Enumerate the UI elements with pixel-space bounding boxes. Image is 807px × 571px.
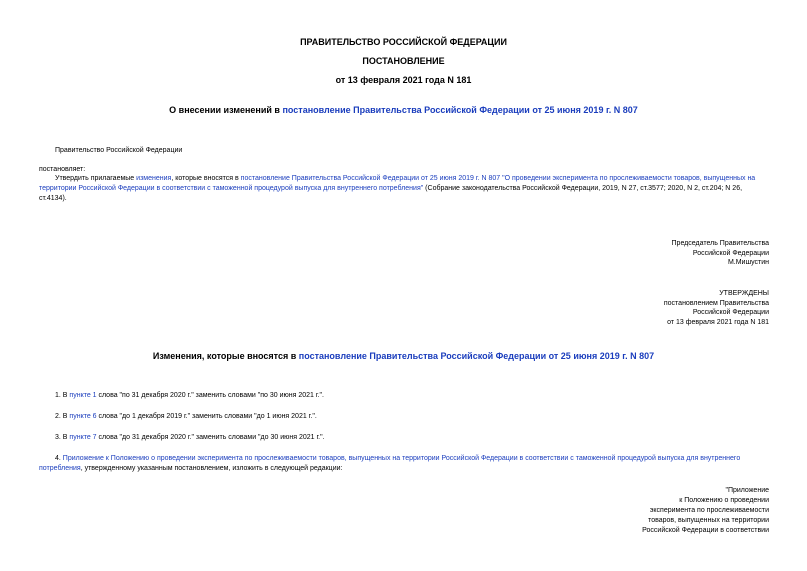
item-text: слова "до 1 декабря 2019 г." заменить словами "до 1 июня 2021 г.". [96,413,317,420]
appendix-block [642,486,769,536]
item-text: слова "до 31 декабря 2020 г." заменить словами "до 30 июня 2021 г.". [96,434,325,441]
item-link[interactable]: Приложение к Положению о проведении эксперимента по прослеживаемости товаров, выпущенных на территории Российской Федерации в соответствии с таможенной процедурой выпуска для внутреннего потребления [39,455,741,472]
intro-text-c: (Собрание законодательства Российской Федерации, 2019, N 27, ст.3577; 2020, N 2, ст.204; N 26, ст.4134). [39,185,743,202]
list-item [39,433,769,443]
item-text: , утвержденному указанным постановлением, изложить в следующей редакции: [80,465,343,472]
signature-block [672,239,769,268]
intro-text-b: , которые вносятся в [171,175,241,182]
title-link[interactable]: постановление Правительства Российской Федерации от 25 июня 2019 г. N 807 [282,105,638,115]
signature-line: Российской Федерации [692,249,769,257]
intro-paragraph [39,174,769,204]
item-text: 2. В [55,413,70,420]
list-item [39,412,769,422]
item-text: слова "по 31 декабря 2020 г." заменить словами "по 30 июня 2021 г.". [96,392,324,399]
item-link[interactable]: пункте 1 [69,392,97,399]
appendix-line: эксперимента по прослеживаемости [649,507,769,514]
item-text: 3. В [55,434,70,441]
header-government: ПРАВИТЕЛЬСТВО РОССИЙСКОЙ ФЕДЕРАЦИИ [300,37,507,47]
document-title [0,105,807,115]
approved-line: от 13 февраля 2021 года N 181 [667,318,769,326]
item-link[interactable]: пункте 7 [69,434,97,441]
header-doc-type: ПОСТАНОВЛЕНИЕ [362,56,445,66]
decree-link[interactable]: постановление Правительства Российской Федерации от 25 июня 2019 г. N 807 "О проведении эксперимента по прослеживаемости товаров, выпущенных на территории Российской Федерации в соответствии с таможенной процедурой выпуска для внутреннего потребления" [39,175,756,192]
signature-line: Председатель Правительства [671,240,769,247]
approved-block [664,289,769,327]
item-link[interactable]: пункте 6 [69,413,97,420]
document-title-prefix: О внесении изменений в [169,105,283,115]
signature-line: М.Мишустин [727,259,769,266]
list-item [39,391,769,401]
changes-title-prefix: Изменения, которые вносятся в [152,351,299,361]
approved-line: постановлением Правительства [663,299,769,307]
changes-link[interactable]: изменения [136,175,172,182]
list-item [39,454,769,474]
item-text: 1. В [55,392,70,399]
approved-line: Российской Федерации [692,309,769,316]
appendix-line: Российской Федерации в соответствии [642,527,769,534]
appendix-line: к Положению о проведении [679,497,769,504]
approved-line: УТВЕРЖДЕНЫ [719,290,769,297]
appendix-line: товаров, выпущенных на территории [648,517,769,524]
intro-government: Правительство Российской Федерации [55,147,183,154]
item-text: 4. [55,455,63,462]
appendix-line: "Приложение [725,487,769,494]
changes-title-link[interactable]: постановление Правительства Российской Федерации от 25 июня 2019 г. N 807 [298,351,655,361]
changes-title [0,351,807,361]
intro-text-a: Утвердить прилагаемые [55,175,137,182]
intro-decides: постановляет: [39,166,86,173]
header-date: от 13 февраля 2021 года N 181 [335,75,472,85]
